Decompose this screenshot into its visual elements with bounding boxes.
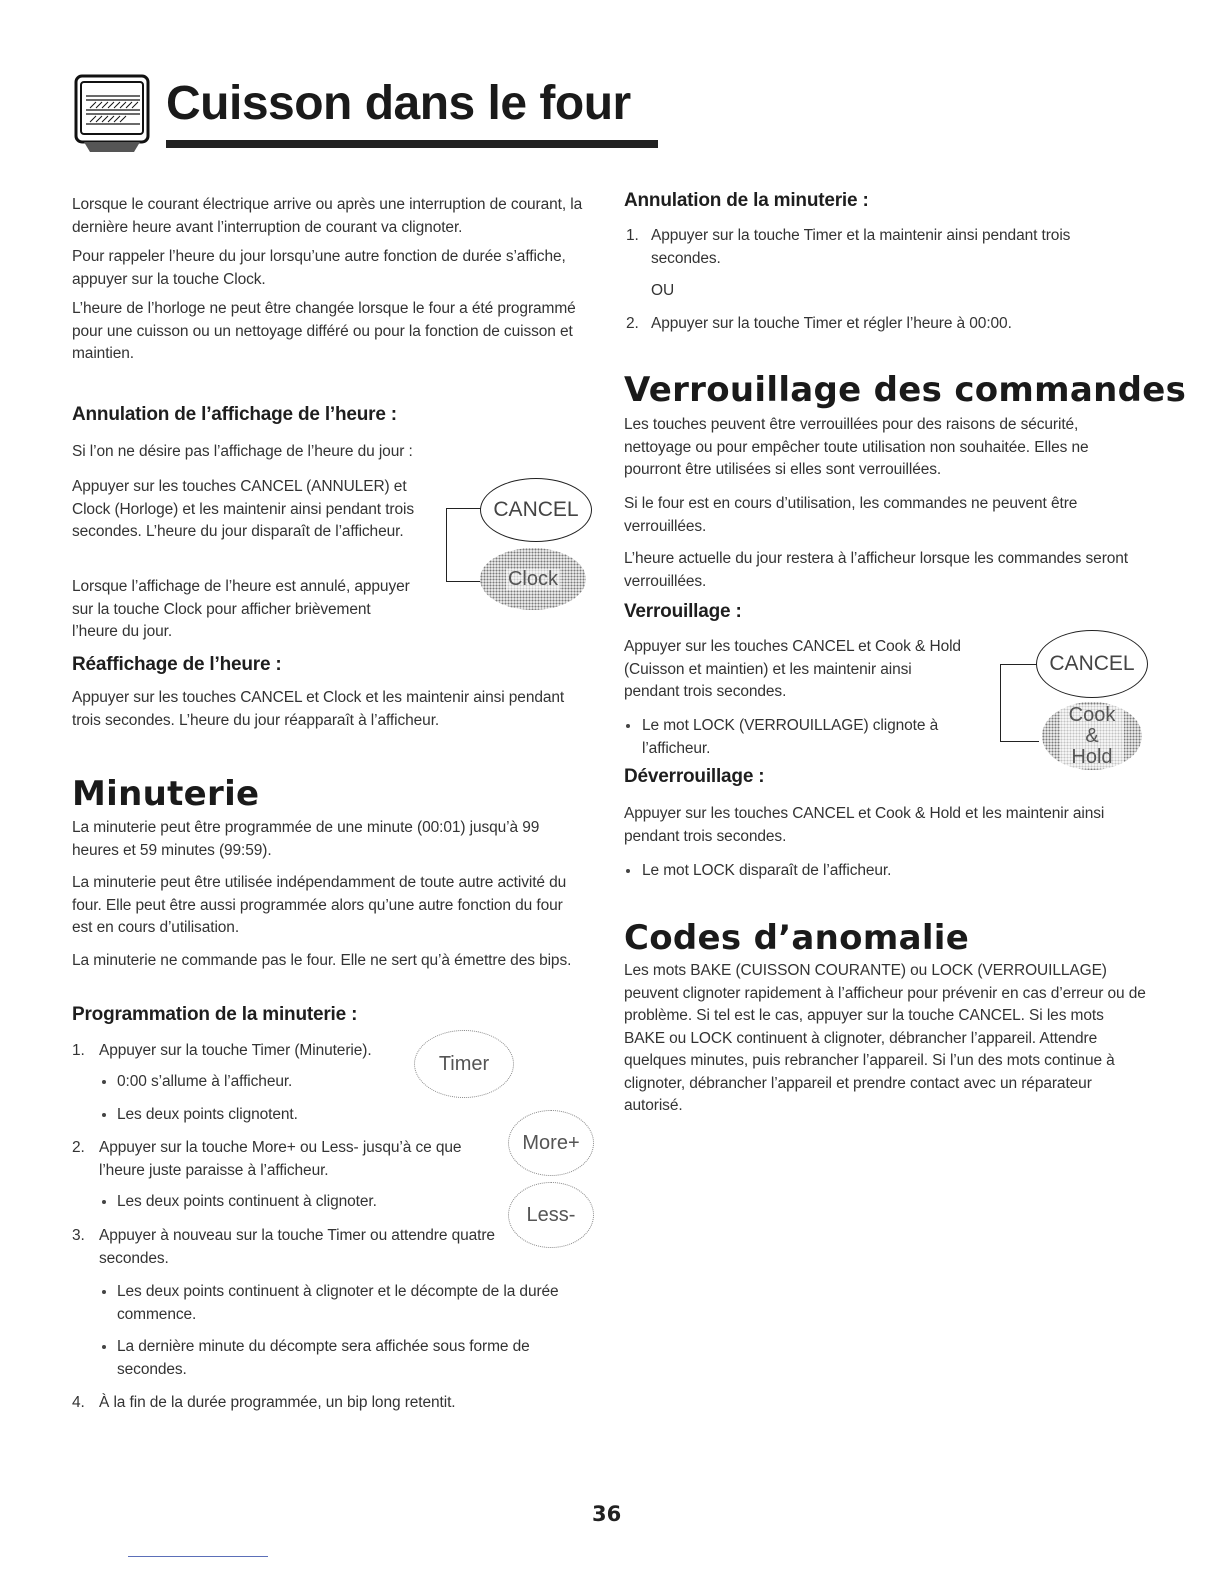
step-1-number: 1. [72,1042,85,1059]
header [74,64,631,164]
step-3-text: Appuyer à nouveau sur la touche Timer ou attendre quatre secondes. [99,1227,495,1267]
bullet-dot [102,1113,106,1117]
bullet-dot [626,724,630,728]
step-3-number: 3. [72,1227,85,1244]
oven-icon [74,74,150,154]
step-3-bullet-2: La dernière minute du décompte sera affichée sous forme de secondes. [117,1338,530,1378]
unlock-text: Appuyer sur les touches CANCEL et Cook & Hold et les maintenir ainsi pendant trois secondes. [624,805,1105,845]
unlock-bullet: Le mot LOCK disparaît de l’afficheur. [642,862,892,879]
cancel-step-2-number: 2. [626,315,639,332]
lock-para-2: Si le four est en cours d’utilisation, les commandes ne peuvent être verrouillées. [624,495,1078,535]
cancel-timer-heading: Annulation de la minuterie : [624,190,869,211]
lock-para-3: L’heure actuelle du jour restera à l’afficheur lorsque les commandes seront verrouillées. [624,550,1129,590]
programming-heading: Programmation de la minuterie : [72,1004,358,1025]
title-underline [166,140,658,148]
bullet-dot [102,1200,106,1204]
step-1-bullet-1: 0:00 s’allume à l’afficheur. [117,1073,293,1090]
cancel-display-heading: Annulation de l’affichage de l’heure : [72,404,397,425]
cook-hold-button[interactable]: Cook & Hold [1042,702,1142,770]
intro-paragraph-1: Lorsque le courant électrique arrive ou après une interruption de courant, la dernière heure avant l’interruption de courant va clignoter. [72,196,583,236]
codes-heading: Codes d’anomalie [624,918,970,958]
cancel-button[interactable]: CANCEL [480,478,592,542]
lock-bullet: Le mot LOCK (VERROUILLAGE) clignote à l’afficheur. [642,717,939,757]
redisplay-text: Appuyer sur les touches CANCEL et Clock et les maintenir ainsi pendant trois secondes. L’heure du jour réapparaît à l’afficheur. [72,689,565,729]
step-1-bullet-2: Les deux points clignotent. [117,1106,298,1123]
unlock-heading: Déverrouillage : [624,766,765,787]
minuterie-heading: Minuterie [72,774,260,814]
clock-button[interactable]: Clock [480,548,586,610]
bracket-cancel-clock [446,508,481,582]
bullet-dot [626,869,630,873]
step-4-text: À la fin de la durée programmée, un bip long retentit. [99,1394,456,1411]
redisplay-heading: Réaffichage de l’heure : [72,654,282,675]
timer-button[interactable]: Timer [414,1030,514,1098]
cancel-display-para-1: Appuyer sur les touches CANCEL (ANNULER) et Clock (Horloge) et les maintenir ainsi pendant trois secondes. L’heure du jour disparaît de l’afficheur. [72,478,414,540]
step-4-number: 4. [72,1394,85,1411]
more-button[interactable]: More+ [508,1110,594,1176]
step-2-bullet-1: Les deux points continuent à clignoter. [117,1193,377,1210]
minuterie-para-3: La minuterie ne commande pas le four. Elle ne sert qu’à émettre des bips. [72,952,572,969]
lock-para-1: Les touches peuvent être verrouillées pour des raisons de sécurité, nettoyage ou pour empêcher toute utilisation non souhaitée. Elles ne pourront être utilisées si elles sont verrouillées. [624,416,1089,478]
step-2-number: 2. [72,1139,85,1156]
bullet-dot [102,1345,106,1349]
less-button[interactable]: Less- [508,1182,594,1248]
bracket-cancel-cook-hold [1000,664,1039,742]
cancel-step-1-number: 1. [626,227,639,244]
left-column [72,194,587,366]
bullet-dot [102,1080,106,1084]
lock-subheading: Verrouillage : [624,601,742,622]
cancel-display-lead: Si l’on ne désire pas l’affichage de l’heure du jour : [72,443,413,460]
page-number: 36 [592,1502,622,1526]
cancel-display-para-2: Lorsque l’affichage de l’heure est annulé, appuyer sur la touche Clock pour afficher brièvement l’heure du jour. [72,578,410,640]
codes-text: Les mots BAKE (CUISSON COURANTE) ou LOCK (VERROUILLAGE) peuvent clignoter rapidement à l’afficheur pour prévenir en cas d’erreur ou de problème. Si tel est le cas, appuyer sur la touche CANCEL. Si les mots BAKE ou LOCK continuent à clignoter, débrancher l’appareil. Attendre quelques minutes, puis rebrancher l’appareil. Si l’un des mots continue à clignoter, débrancher l’appareil et prendre contact avec un réparateur autorisé. [624,962,1146,1114]
lock-heading: Verrouillage des commandes [624,370,1187,410]
page-title: Cuisson dans le four [166,77,631,130]
minuterie-para-2: La minuterie peut être utilisée indépendamment de toute autre activité du four. Elle peut être aussi programmée alors qu’une autre fonction du four est en cours d’utilisation. [72,874,567,936]
bullet-dot [102,1290,106,1294]
minuterie-para-1: La minuterie peut être programmée de une minute (00:01) jusqu’à 99 heures et 59 minutes (99:59). [72,819,540,859]
cancel-step-1-text: Appuyer sur la touche Timer et la maintenir ainsi pendant trois secondes. [651,227,1071,267]
step-2-text: Appuyer sur la touche More+ ou Less- jusqu’à ce que l’heure juste paraisse à l’afficheur. [99,1139,462,1179]
lock-text: Appuyer sur les touches CANCEL et Cook & Hold (Cuisson et maintien) et les maintenir ainsi pendant trois secondes. [624,638,961,700]
intro-paragraph-2: Pour rappeler l’heure du jour lorsqu’une autre fonction de durée s’affiche, appuyer sur la touche Clock. [72,248,566,288]
step-3-bullet-1: Les deux points continuent à clignoter et le décompte de la durée commence. [117,1283,559,1323]
cancel-step-2-text: Appuyer sur la touche Timer et régler l’heure à 00:00. [651,315,1012,332]
lock-cancel-button[interactable]: CANCEL [1036,630,1148,698]
cancel-or: OU [651,282,675,299]
step-1-text: Appuyer sur la touche Timer (Minuterie). [99,1042,372,1059]
intro-paragraph-3: L’heure de l’horloge ne peut être changée lorsque le four a été programmé pour une cuisson ou un nettoyage différé ou pour la fonction de cuisson et maintien. [72,300,576,362]
footer-rule [128,1556,268,1557]
